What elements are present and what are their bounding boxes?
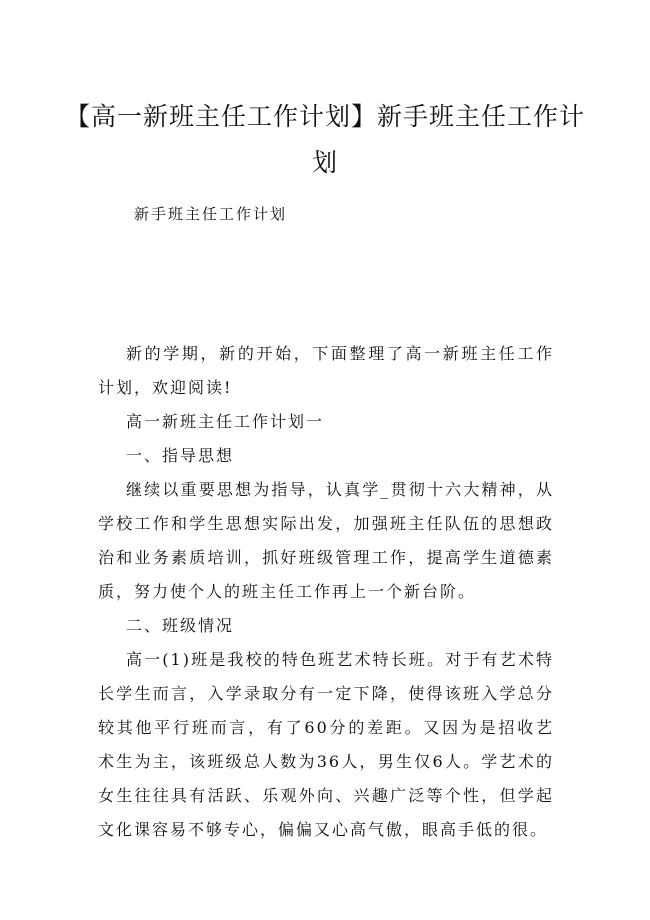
section-heading-guiding-thought: 一、指导思想 (126, 446, 235, 465)
paragraph-intro: 新的学期，新的开始，下面整理了高一新班主任工作计划，欢迎阅读! (98, 344, 554, 397)
section-heading-plan-one: 高一新班主任工作计划一 (126, 412, 325, 431)
paragraph-class-situation: 高一(1)班是我校的特色班艺术特长班。对于有艺术特长学生而言，入学录取分有一定下降，使得该班入学总分较其他平行班而言，有了60分的差距。又因为是招收艺术生为主，该班级总人数为36人，男生仅6人。学艺术的女生往往具有活跃、乐观外向、兴趣广泛等个性，但学起文化课容易不够专心，偏偏又心高气傲，眼高手低的很。 (98, 650, 554, 839)
section-heading-class-situation: 二、班级情况 (126, 616, 235, 635)
document-body (98, 337, 554, 847)
paragraph-guiding-thought: 继续以重要思想为指导，认真学_贯彻十六大精神，从学校工作和学生思想实际出发，加强班主任队伍的思想政治和业务素质培训，抓好班级管理工作，提高学生道德素质，努力使个人的班主任工作再上一个新台阶。 (98, 480, 554, 601)
document-subtitle: 新手班主任工作计划 (134, 205, 288, 223)
document-title: 【高一新班主任工作计划】新手班主任工作计划 (64, 102, 585, 177)
